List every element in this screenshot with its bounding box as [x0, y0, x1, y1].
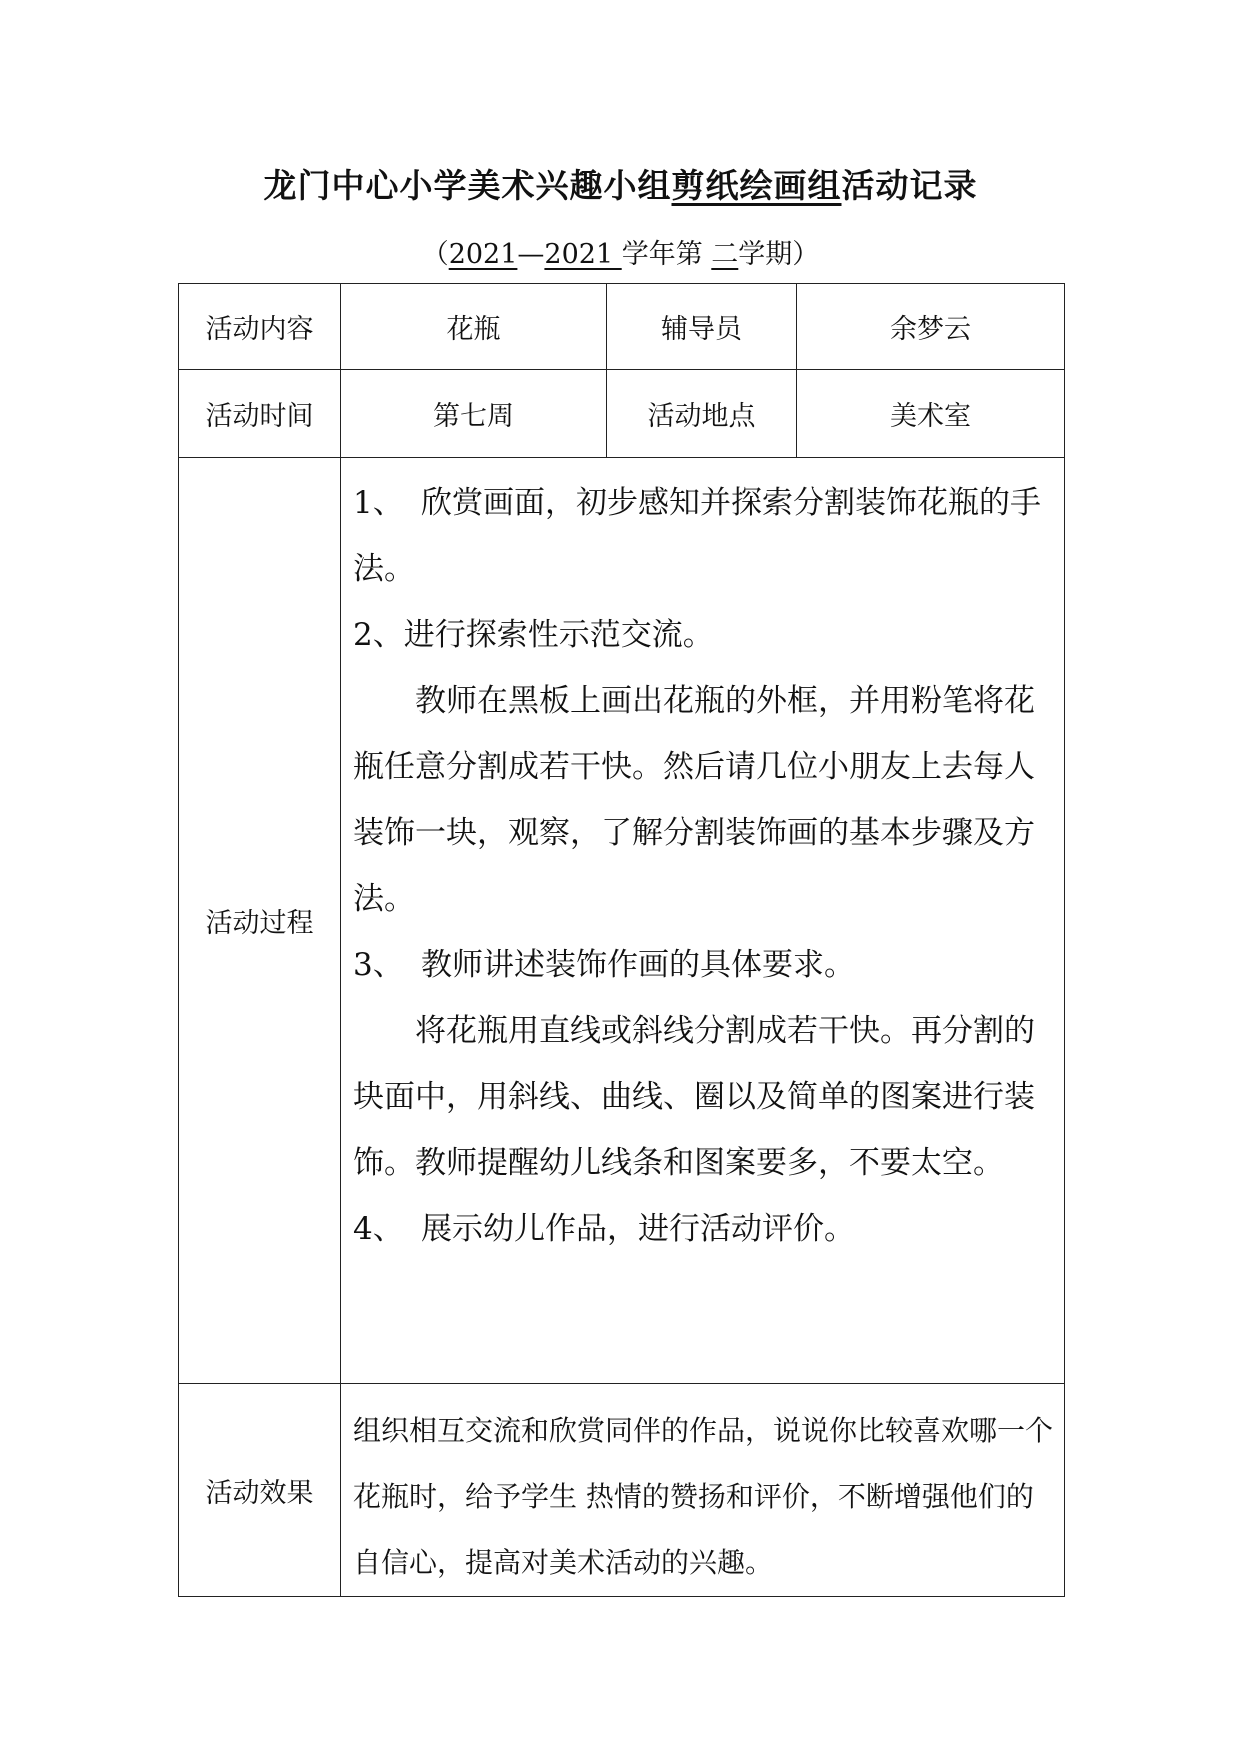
step-number: 4、: [353, 1211, 404, 1247]
instructor-label: 辅导员: [607, 284, 797, 370]
activity-record-table: [178, 283, 1065, 1597]
title-prefix: 龙门中心小学美术兴趣小组: [263, 166, 672, 205]
year-end: 2021: [544, 239, 622, 270]
time-label: 活动时间: [179, 370, 341, 458]
year-dash: —: [517, 239, 545, 270]
process-content: [341, 458, 1065, 1384]
table-row: [179, 458, 1065, 1384]
subtitle-close: 学期）: [738, 239, 820, 270]
process-paragraph: 将花瓶用直线或斜线分割成若干快。再分割的块面中，用斜线、曲线、圈以及简单的图案进行装饰。教师提醒幼儿线条和图案要多，不要太空。: [353, 1013, 1035, 1181]
time-value: 第七周: [341, 370, 607, 458]
step-number: 1、: [353, 485, 404, 521]
location-value: 美术室: [797, 370, 1065, 458]
process-label: 活动过程: [179, 458, 341, 1384]
process-paragraph: [353, 1196, 1054, 1262]
process-paragraph: [353, 470, 1054, 602]
process-paragraph: [353, 932, 1054, 998]
table-row: [179, 284, 1065, 370]
term-subtitle: [0, 232, 1241, 271]
step-text: 欣赏画面，初步感知并探索分割装饰花瓶的手法。: [353, 485, 1041, 587]
year-start: 2021: [448, 239, 518, 270]
content-label: 活动内容: [179, 284, 341, 370]
page-title: [0, 160, 1241, 207]
effect-content: 组织相互交流和欣赏同伴的作品，说说你比较喜欢哪一个花瓶时，给予学生 热情的赞扬和评价，不断增强他们的自信心，提高对美术活动的兴趣。: [341, 1384, 1065, 1597]
subtitle-mid: 学年第: [621, 239, 712, 270]
effect-label: 活动效果: [179, 1384, 341, 1597]
process-paragraph: 教师在黑板上画出花瓶的外框，并用粉笔将花瓶任意分割成若干快。然后请几位小朋友上去每人装饰一块，观察，了解分割装饰画的基本步骤及方法。: [353, 683, 1035, 917]
process-paragraph: 2、进行探索性示范交流。: [353, 617, 714, 653]
location-label: 活动地点: [607, 370, 797, 458]
table-row: [179, 1384, 1065, 1597]
step-text: 展示幼儿作品，进行活动评价。: [421, 1211, 855, 1247]
step-number: 3、: [353, 947, 404, 983]
title-group: 剪纸绘画组: [671, 166, 842, 205]
step-text: 教师讲述装饰作画的具体要求。: [421, 947, 855, 983]
table-row: [179, 370, 1065, 458]
term-number: 二: [711, 239, 739, 270]
content-value: 花瓶: [341, 284, 607, 370]
title-suffix: 活动记录: [841, 166, 978, 205]
subtitle-open: （: [421, 239, 449, 270]
instructor-value: 余梦云: [797, 284, 1065, 370]
